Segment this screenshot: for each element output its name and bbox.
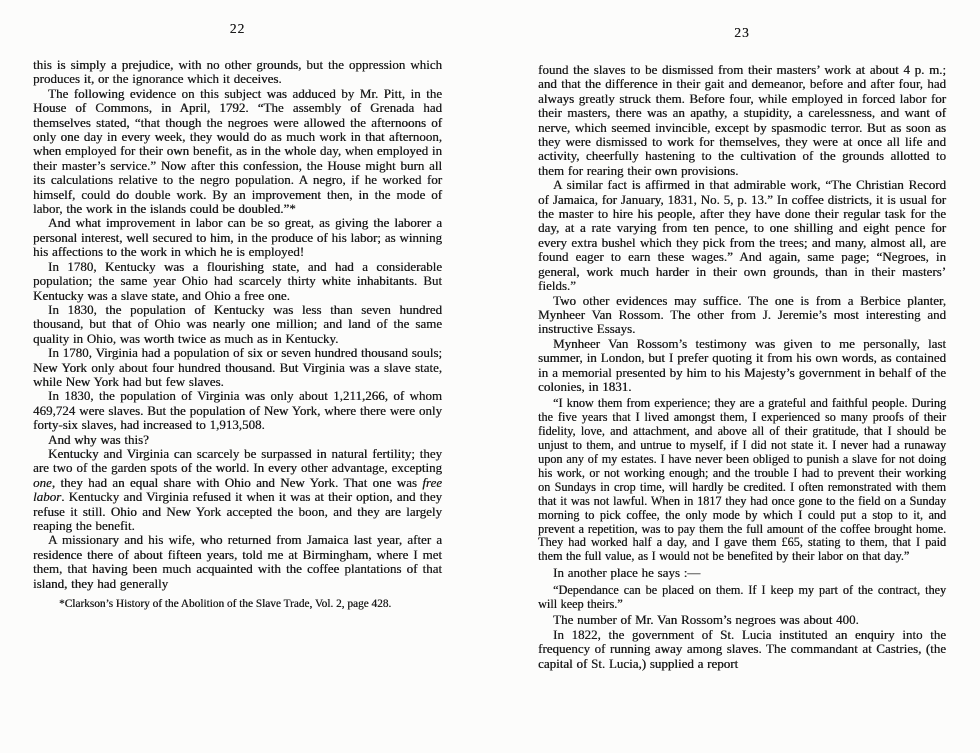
paragraph: “I know them from experience; they are a grateful and faithful people. During the five years that I lived amongst them, I experienced so many proofs of their fidelity, love, and attachment, and above all of their gratitude, that I should be unjust to them, and untrue to myself, if I did not state it. I never had a runaway upon any of my estates. I have never been obliged to punish a slave for not doing his work, or not working enough; and the trouble I had to prevent their working on Sundays in crop time, will hardly be credited. I often remonstrated with them that it was not lawful. When in 1817 they had once gone to the field on a Sunday morning to pick coffee, the only mode by which I could put a stop to it, and prevent a repetition, was to pay them the full amount of the coffee brought home. They had worked half a day, and I gave them £65, stating to them, that I paid them the full value, as I would not be benefited by their labor on that day.” — [538, 396, 946, 564]
paragraph: In 1830, the population of Virginia was only about 1,211,266, of whom 469,724 were slaves. But the population of New York, where there were only forty-six slaves, had increased to 1,913,508. — [33, 388, 442, 433]
paragraph: In 1830, the population of Kentucky was less than seven hundred thousand, but that of Ohio was nearly one million; and land of the same quality in Ohio, was worth twice as much as in Kentucky. — [33, 301, 442, 346]
paragraph: Mynheer Van Rossom’s testimony was given to me personally, last summer, in London, but I prefer quoting it from his own words, as contained in a memorial presented by him to his Majesty’s government in behalf of the colonies, in 1831. — [538, 335, 946, 394]
page-left — [33, 0, 442, 611]
paragraph: A missionary and his wife, who returned from Jamaica last year, after a residence there of about fifteen years, told me at Birmingham, where I met them, that having been much acquainted with the coffee plantations of that island, they had generally — [33, 532, 442, 591]
paragraph: And what improvement in labor can be so great, as giving the laborer a personal interest, well secured to him, in the produce of his labor; as winning his affections to the work in which he is employed! — [33, 215, 442, 260]
page-number-right: 23 — [734, 25, 750, 40]
paragraph: In another place he says :— — [553, 565, 701, 581]
paragraph: In 1822, the government of St. Lucia instituted an enquiry into the frequency of running away among slaves. The commandant at Castries, (the capital of St. Lucia,) supplied a report — [538, 626, 946, 671]
paragraph: And why was this? — [48, 431, 149, 447]
paragraph: The following evidence on this subject was adduced by Mr. Pitt, in the House of Commons, in April, 1792. “The assembly of Grenada had themselves stated, “that though the negroes were allowed the afternoons of only one day in every week, they would do as much work in that afternoon, when employed for their own benefit, as in the whole day, when employed in their master’s service.” Now after this confession, the House might burn all its calculations relative to the negro population. A negro, if he worked for himself, could do double work. By an improvement then, in the mode of labor, the work in the islands could be doubled.”* — [33, 85, 442, 217]
page-body-right — [538, 63, 946, 671]
page-body-left — [33, 58, 442, 591]
paragraph: In 1780, Virginia had a population of six or seven hundred thousand souls; New York only about four hundred thousand. But Virginia was a slave state, while New York had but few slaves. — [33, 345, 442, 389]
page-number-left: 22 — [229, 21, 246, 36]
paragraph: Kentucky and Virginia can scarcely be surpassed in natural fertility; they are two of the garden spots of the world. In every other advantage, excepting one, they had an equal share with Ohio and New York. That one was free labor. Kentucky and Virginia refused it when it was at their option, and they refuse it still. Ohio and New York accepted the boon, and they are largely reaping the benefit. — [33, 445, 442, 533]
paragraph: The number of Mr. Van Rossom’s negroes was about 400. — [553, 612, 859, 628]
page-right — [538, 0, 946, 671]
paragraph: Two other evidences may suffice. The one is from a Berbice planter, Mynheer Van Rossom. The other from J. Jeremie’s most interesting and instructive Essays. — [538, 292, 946, 337]
paragraph: A similar fact is affirmed in that admirable work, “The Christian Record of Jamaica, for January, 1831, No. 5, p. 13.” In coffee districts, it is usual for the master to hire his people, after they have done their regular task for the day, at a rate varying from ten pence, to one shilling and eight pence for every extra bushel which they pick from the trees; and many, almost all, are found eager to earn these wages.” And again, same page; “Negroes, in general, work much harder in their own grounds, than in their masters’ fields.” — [538, 177, 946, 294]
footnote: *Clarkson’s History of the Abolition of the Slave Trade, Vol. 2, page 428. — [59, 598, 392, 611]
paragraph: In 1780, Kentucky was a flourishing state, and had a considerable population; the same year Ohio had scarcely thirty white inhabitants. But Kentucky was a slave state, and Ohio a free one. — [33, 258, 442, 303]
paragraph: found the slaves to be dismissed from their masters’ work at about 4 p. m.; and that the difference in their gait and demeanor, before and after four, had always greatly struck them. Before four, while employed in forced labor for their masters, there was an apathy, a stupidity, a carelessness, and want of nerve, which seemed invincible, except by spasmodic terror. But as soon as they were dismissed to work for themselves, they were at once all life and activity, cheerfully hastening to the cultivation of the grounds allotted to them for rearing their own provisions. — [538, 62, 946, 178]
paragraph: “Dependance can be placed on them. If I keep my part of the contract, they will keep theirs.” — [538, 582, 946, 611]
paragraph: this is simply a prejudice, with no other grounds, but the oppression which produces it, or the ignorance which it deceives. — [33, 57, 442, 87]
